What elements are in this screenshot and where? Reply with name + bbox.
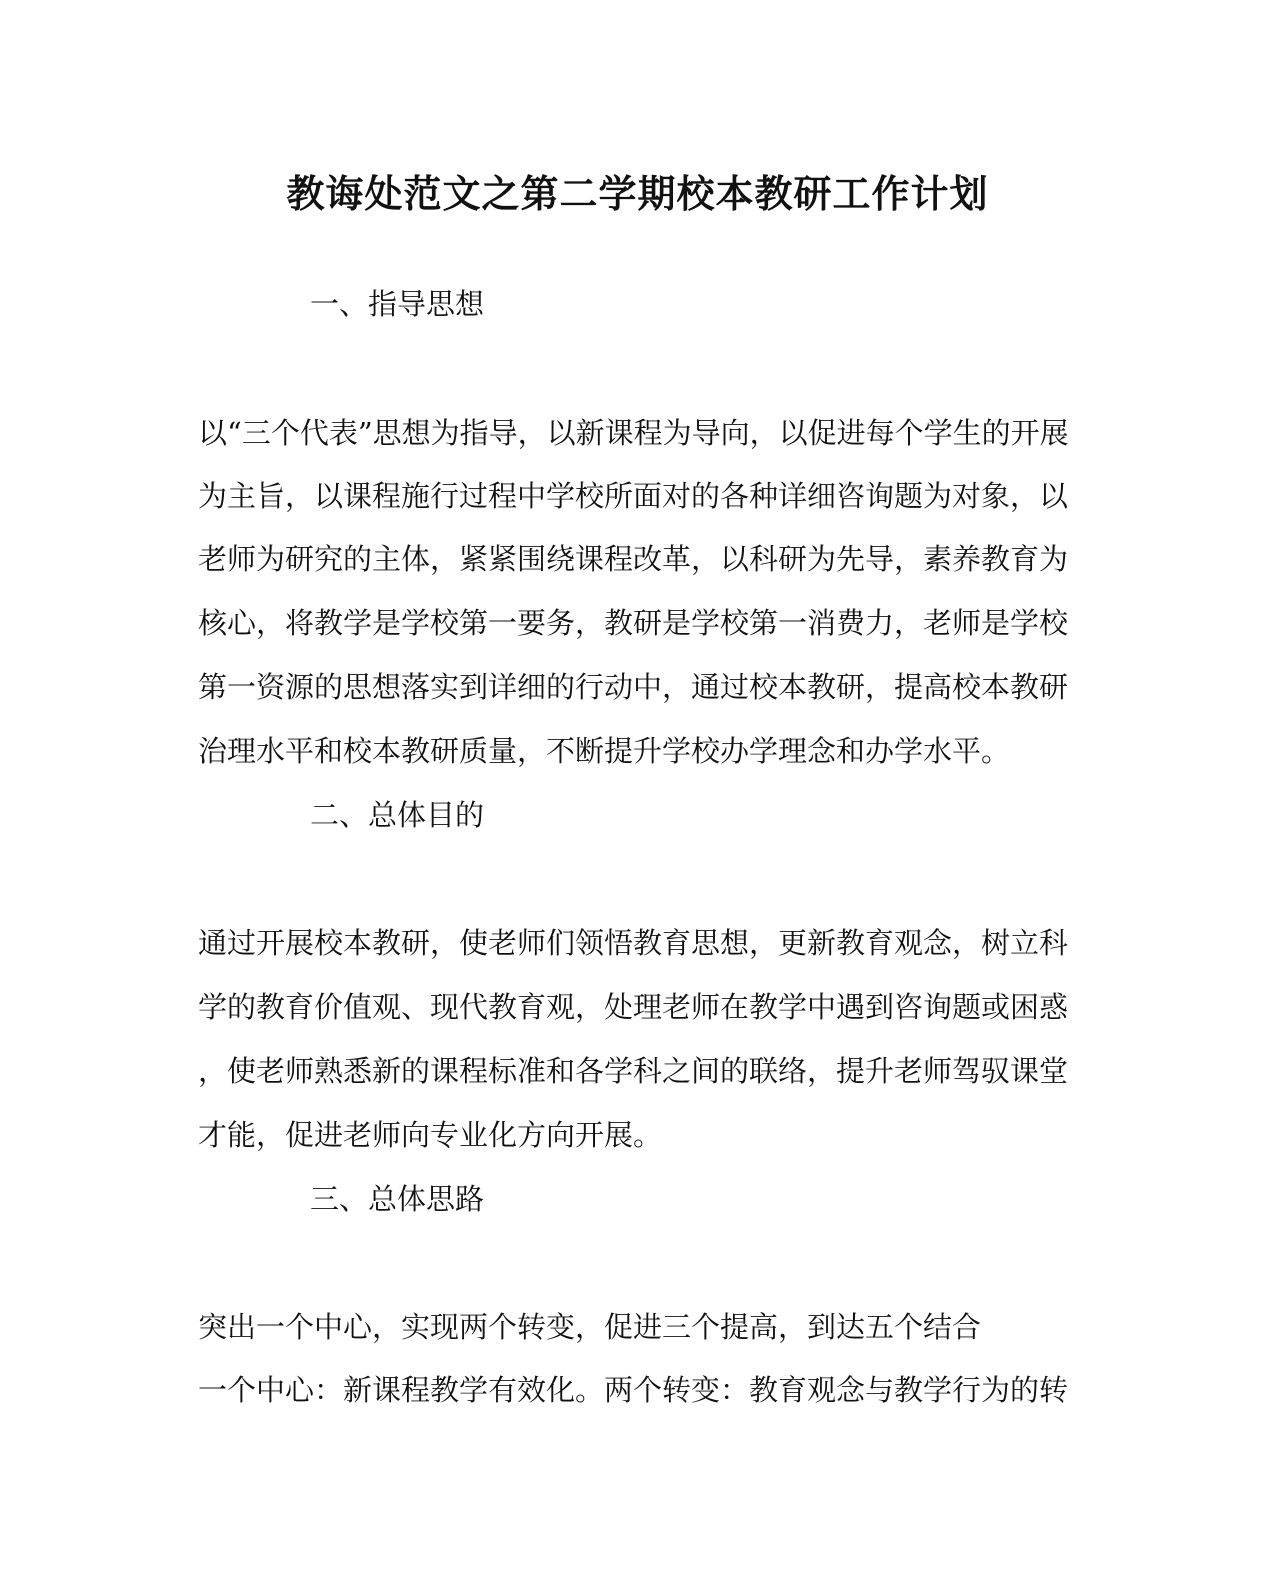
paragraph-line: 核心，将教学是学校第一要务，教研是学校第一消费力，老师是学校 xyxy=(198,606,1069,640)
section-heading-guiding-thought: 一、指导思想 xyxy=(310,287,485,321)
paragraph-line: 一个中心：新课程教学有效化。两个转变：教育观念与教学行为的转 xyxy=(198,1373,1069,1407)
paragraph-line: ，使老师熟悉新的课程标准和各学科之间的联络，提升老师驾驭课堂 xyxy=(198,1054,1069,1088)
paragraph-line: 学的教育价值观、现代教育观，处理老师在教学中遇到咨询题或困惑 xyxy=(198,990,1069,1024)
section-heading-overall-goal: 二、总体目的 xyxy=(310,798,485,832)
section-heading-overall-approach: 三、总体思路 xyxy=(310,1182,485,1216)
paragraph-line: 治理水平和校本教研质量，不断提升学校办学理念和办学水平。 xyxy=(198,734,1011,768)
paragraph-line: 第一资源的思想落实到详细的行动中，通过校本教研，提高校本教研 xyxy=(198,670,1069,704)
paragraph-line: 老师为研究的主体，紧紧围绕课程改革，以科研为先导，素养教育为 xyxy=(198,542,1069,576)
paragraph-line: 通过开展校本教研，使老师们领悟教育思想，更新教育观念，树立科 xyxy=(198,926,1069,960)
paragraph-line: 为主旨，以课程施行过程中学校所面对的各种详细咨询题为对象，以 xyxy=(198,479,1069,513)
document-title: 教诲处范文之第二学期校本教研工作计划 xyxy=(286,171,989,216)
paragraph-line: 以“三个代表”思想为指导，以新课程为导向，以促进每个学生的开展 xyxy=(198,416,1069,450)
paragraph-line: 才能，促进老师向专业化方向开展。 xyxy=(198,1118,663,1152)
paragraph-line: 突出一个中心，实现两个转变，促进三个提高，到达五个结合 xyxy=(198,1310,982,1344)
